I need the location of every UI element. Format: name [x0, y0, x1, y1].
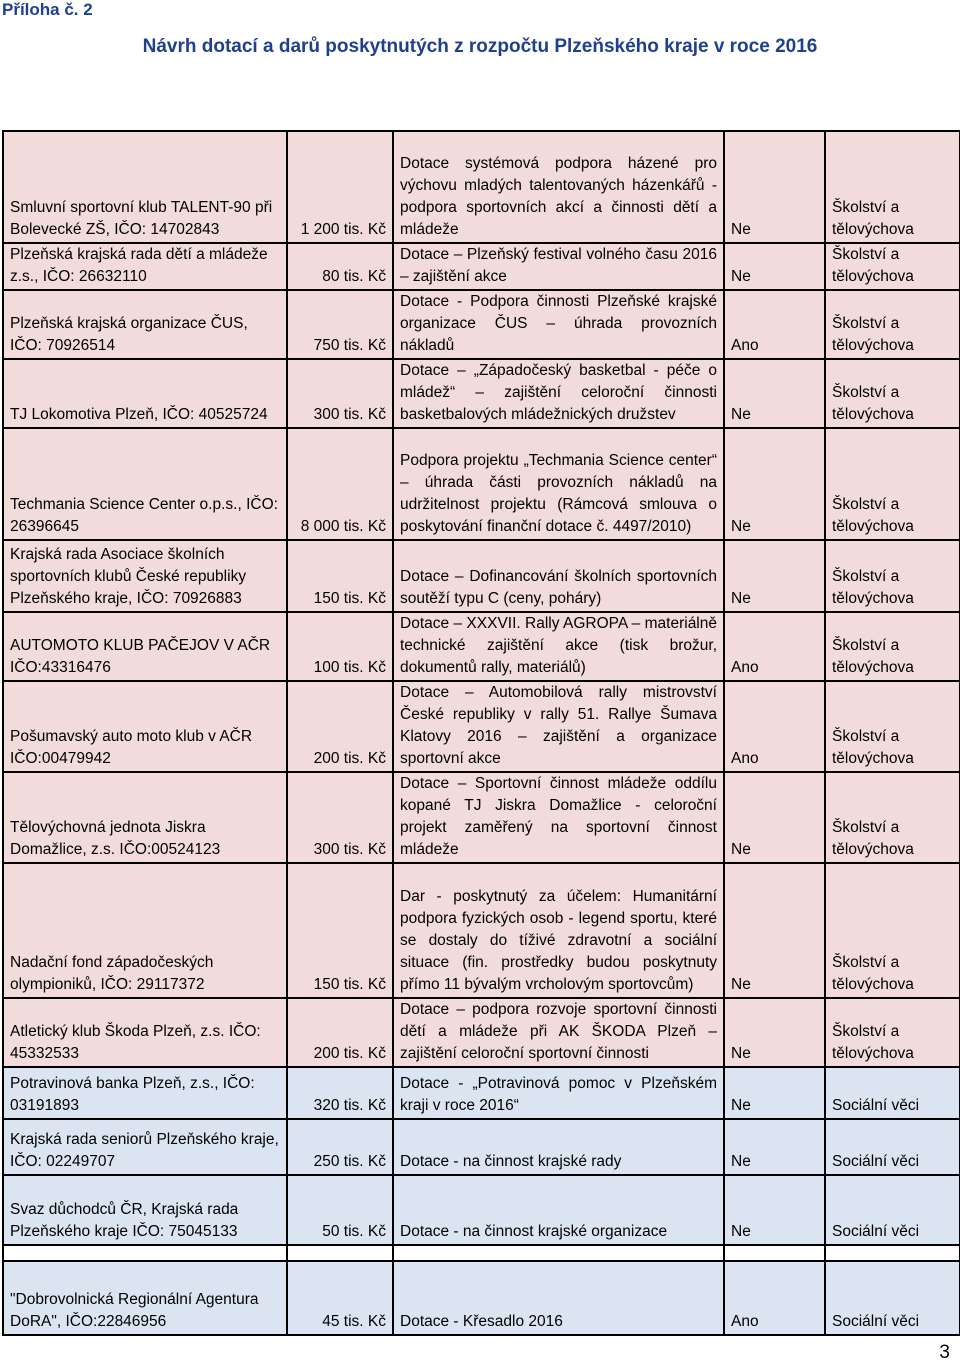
purpose-cell: Dotace - Podpora činnosti Plzeňské krajské organizace ČUS – úhrada provozních nákladů — [393, 290, 724, 359]
purpose-cell: Dotace – podpora rozvoje sportovní činnosti dětí a mládeže při AK ŠKODA Plzeň – zajištění celoroční sportovní činnosti — [393, 998, 724, 1067]
recipient-cell: Plzeňská krajská organizace ČUS, IČO: 70926514 — [3, 290, 287, 359]
purpose-cell: Dotace – Plzeňský festival volného času 2016 – zajištění akce — [393, 243, 724, 290]
recipient-cell: Techmania Science Center o.p.s., IČO: 26396645 — [3, 428, 287, 540]
amount-cell: 200 tis. Kč — [287, 681, 393, 772]
approved-cell: Ano — [724, 290, 825, 359]
section-cell: Sociální věci — [825, 1067, 960, 1119]
table-row — [3, 290, 960, 359]
recipient-cell: Smluvní sportovní klub TALENT-90 při Bolevecké ZŠ, IČO: 14702843 — [3, 131, 287, 243]
spacer-cell — [3, 1245, 287, 1261]
recipient-cell: AUTOMOTO KLUB PAČEJOV V AČR IČO:43316476 — [3, 612, 287, 681]
amount-cell: 200 tis. Kč — [287, 998, 393, 1067]
table-row — [3, 1067, 960, 1119]
section-cell: Školství a tělovýchova — [825, 612, 960, 681]
amount-cell: 45 tis. Kč — [287, 1261, 393, 1335]
purpose-cell: Dotace – XXXVII. Rally AGROPA – materiálně technické zajištění akce (tisk brožur, dokumentů rally, materiálů) — [393, 612, 724, 681]
amount-cell: 50 tis. Kč — [287, 1175, 393, 1245]
recipient-cell: Potravinová banka Plzeň, z.s., IČO: 03191893 — [3, 1067, 287, 1119]
table-row — [3, 998, 960, 1067]
table-row — [3, 1175, 960, 1245]
approved-cell: Ne — [724, 243, 825, 290]
section-cell: Školství a tělovýchova — [825, 359, 960, 428]
section-cell: Školství a tělovýchova — [825, 290, 960, 359]
amount-cell: 8 000 tis. Kč — [287, 428, 393, 540]
purpose-cell: Dotace – Dofinancování školních sportovních soutěží typu C (ceny, poháry) — [393, 540, 724, 612]
table-row — [3, 772, 960, 863]
approved-cell: Ano — [724, 1261, 825, 1335]
amount-cell: 100 tis. Kč — [287, 612, 393, 681]
approved-cell: Ne — [724, 1175, 825, 1245]
approved-cell: Ne — [724, 540, 825, 612]
table-row — [3, 359, 960, 428]
table-row — [3, 540, 960, 612]
section-cell: Školství a tělovýchova — [825, 863, 960, 998]
spacer-cell — [287, 1245, 393, 1261]
recipient-cell: Krajská rada Asociace školních sportovních klubů České republiky Plzeňského kraje, IČO: 70926883 — [3, 540, 287, 612]
table-row — [3, 681, 960, 772]
section-cell: Školství a tělovýchova — [825, 998, 960, 1067]
table-row — [3, 131, 960, 243]
purpose-cell: Dotace – „Západočeský basketbal - péče o mládež“ – zajištění celoroční činnosti basketbalových mládežnických družstev — [393, 359, 724, 428]
purpose-cell: Dotace – Sportovní činnost mládeže oddílu kopané TJ Jiskra Domažlice - celoroční projekt zaměřený na sportovní činnost mládeže — [393, 772, 724, 863]
section-cell: Školství a tělovýchova — [825, 131, 960, 243]
section-cell: Školství a tělovýchova — [825, 772, 960, 863]
section-cell: Školství a tělovýchova — [825, 681, 960, 772]
section-cell: Školství a tělovýchova — [825, 540, 960, 612]
recipient-cell: Atletický klub Škoda Plzeň, z.s. IČO: 45332533 — [3, 998, 287, 1067]
approved-cell: Ano — [724, 612, 825, 681]
table-row — [3, 428, 960, 540]
approved-cell: Ne — [724, 772, 825, 863]
table-row — [3, 1119, 960, 1175]
recipient-cell: "Dobrovolnická Regionální Agentura DoRA", IČO:22846956 — [3, 1261, 287, 1335]
appendix-label: Příloha č. 2 — [2, 0, 93, 19]
purpose-cell: Dotace - Křesadlo 2016 — [393, 1261, 724, 1335]
approved-cell: Ne — [724, 428, 825, 540]
page-number: 3 — [939, 1342, 950, 1363]
purpose-cell: Podpora projektu „Techmania Science center“ – úhrada části provozních nákladů na udržitelnost projektu (Rámcová smlouva o poskytování finanční dotace č. 4497/2010) — [393, 428, 724, 540]
table-row — [3, 1261, 960, 1335]
purpose-cell: Dotace - na činnost krajské organizace — [393, 1175, 724, 1245]
page-title: Návrh dotací a darů poskytnutých z rozpočtu Plzeňského kraje v roce 2016 — [142, 36, 818, 57]
purpose-cell: Dotace - na činnost krajské rady — [393, 1119, 724, 1175]
table-row — [3, 863, 960, 998]
table-row — [3, 243, 960, 290]
recipient-cell: Plzeňská krajská rada dětí a mládeže z.s., IČO: 26632110 — [3, 243, 287, 290]
approved-cell: Ne — [724, 131, 825, 243]
recipient-cell: Tělovýchovná jednota Jiskra Domažlice, z.s. IČO:00524123 — [3, 772, 287, 863]
amount-cell: 320 tis. Kč — [287, 1067, 393, 1119]
purpose-cell: Dotace - „Potravinová pomoc v Plzeňském kraji v roce 2016“ — [393, 1067, 724, 1119]
section-cell: Sociální věci — [825, 1175, 960, 1245]
table-spacer-row — [3, 1245, 960, 1261]
amount-cell: 750 tis. Kč — [287, 290, 393, 359]
approved-cell: Ne — [724, 359, 825, 428]
recipient-cell: Pošumavský auto moto klub v AČR IČO:00479942 — [3, 681, 287, 772]
approved-cell: Ne — [724, 998, 825, 1067]
purpose-cell: Dotace systémová podpora házené pro výchovu mladých talentovaných házenkářů - podpora sportovních akcí a činnosti dětí a mládeže — [393, 131, 724, 243]
amount-cell: 150 tis. Kč — [287, 863, 393, 998]
amount-cell: 80 tis. Kč — [287, 243, 393, 290]
approved-cell: Ne — [724, 863, 825, 998]
recipient-cell: TJ Lokomotiva Plzeň, IČO: 40525724 — [3, 359, 287, 428]
grants-table — [2, 130, 960, 1336]
recipient-cell: Nadační fond západočeských olympioniků, IČO: 29117372 — [3, 863, 287, 998]
table-row — [3, 612, 960, 681]
spacer-cell — [724, 1245, 825, 1261]
section-cell: Školství a tělovýchova — [825, 428, 960, 540]
approved-cell: Ne — [724, 1067, 825, 1119]
recipient-cell: Svaz důchodců ČR, Krajská rada Plzeňského kraje IČO: 75045133 — [3, 1175, 287, 1245]
amount-cell: 250 tis. Kč — [287, 1119, 393, 1175]
approved-cell: Ne — [724, 1119, 825, 1175]
section-cell: Sociální věci — [825, 1119, 960, 1175]
recipient-cell: Krajská rada seniorů Plzeňského kraje, IČO: 02249707 — [3, 1119, 287, 1175]
section-cell: Sociální věci — [825, 1261, 960, 1335]
amount-cell: 150 tis. Kč — [287, 540, 393, 612]
amount-cell: 1 200 tis. Kč — [287, 131, 393, 243]
spacer-cell — [393, 1245, 724, 1261]
spacer-cell — [825, 1245, 960, 1261]
amount-cell: 300 tis. Kč — [287, 772, 393, 863]
section-cell: Školství a tělovýchova — [825, 243, 960, 290]
purpose-cell: Dar - poskytnutý za účelem: Humanitární podpora fyzických osob - legend sportu, které se dostaly do tíživé zdravotní a sociální situace (fin. prostředky budou poskytnuty přímo 11 bývalým vrcholovým sportovcům) — [393, 863, 724, 998]
purpose-cell: Dotace – Automobilová rally mistrovství České republiky v rally 51. Rallye Šumava Klatovy 2016 – zajištění a organizace sportovní akce — [393, 681, 724, 772]
approved-cell: Ano — [724, 681, 825, 772]
amount-cell: 300 tis. Kč — [287, 359, 393, 428]
